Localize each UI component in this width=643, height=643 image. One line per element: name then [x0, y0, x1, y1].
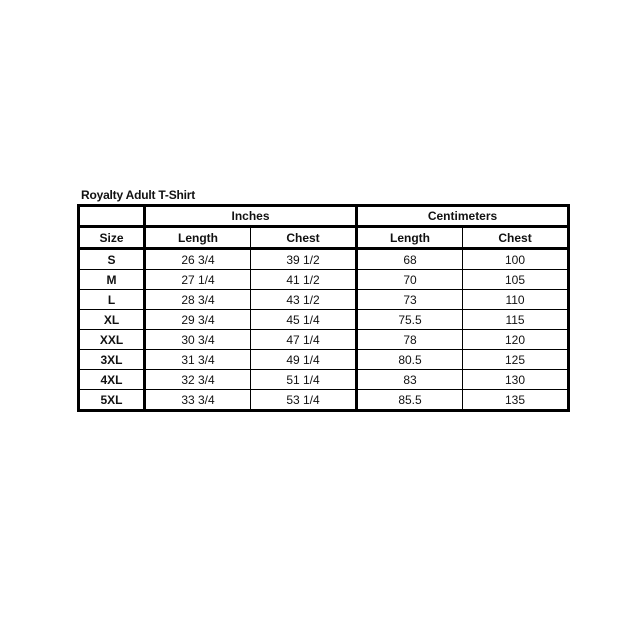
size-cell: XXL: [79, 330, 145, 350]
size-cell: 3XL: [79, 350, 145, 370]
column-header-row: [79, 227, 569, 249]
table-cell: 110: [463, 290, 569, 310]
table-cell: 51 1/4: [251, 370, 357, 390]
column-header-size: Size: [79, 227, 145, 249]
size-cell: XL: [79, 310, 145, 330]
table-cell: 120: [463, 330, 569, 350]
table-row: [79, 390, 569, 411]
table-cell: 28 3/4: [145, 290, 251, 310]
group-header-inches: Inches: [145, 206, 357, 227]
size-rows: [79, 249, 569, 411]
table-cell: 73: [357, 290, 463, 310]
size-chart-table: [77, 204, 570, 412]
table-cell: 33 3/4: [145, 390, 251, 411]
size-cell: 4XL: [79, 370, 145, 390]
table-cell: 100: [463, 249, 569, 270]
table-cell: 27 1/4: [145, 270, 251, 290]
table-row: [79, 310, 569, 330]
table-cell: 130: [463, 370, 569, 390]
table-cell: 135: [463, 390, 569, 411]
table-cell: 49 1/4: [251, 350, 357, 370]
empty-corner-cell: [79, 206, 145, 227]
group-header-row: [79, 206, 569, 227]
table-cell: 32 3/4: [145, 370, 251, 390]
table-cell: 125: [463, 350, 569, 370]
table-cell: 68: [357, 249, 463, 270]
table-cell: 39 1/2: [251, 249, 357, 270]
table-row: [79, 249, 569, 270]
table-row: [79, 290, 569, 310]
table-cell: 70: [357, 270, 463, 290]
table-cell: 29 3/4: [145, 310, 251, 330]
table-cell: 30 3/4: [145, 330, 251, 350]
table-cell: 80.5: [357, 350, 463, 370]
column-header-inches-length: Length: [145, 227, 251, 249]
group-header-centimeters: Centimeters: [357, 206, 569, 227]
size-cell: L: [79, 290, 145, 310]
table-cell: 85.5: [357, 390, 463, 411]
column-header-inches-chest: Chest: [251, 227, 357, 249]
table-row: [79, 270, 569, 290]
table-cell: 26 3/4: [145, 249, 251, 270]
table-cell: 31 3/4: [145, 350, 251, 370]
chart-title: Royalty Adult T-Shirt: [81, 188, 196, 202]
table-row: [79, 330, 569, 350]
column-header-cm-chest: Chest: [463, 227, 569, 249]
table-cell: 45 1/4: [251, 310, 357, 330]
table-row: [79, 370, 569, 390]
table-cell: 78: [357, 330, 463, 350]
table-cell: 83: [357, 370, 463, 390]
table-cell: 115: [463, 310, 569, 330]
table-cell: 43 1/2: [251, 290, 357, 310]
table-cell: 75.5: [357, 310, 463, 330]
size-cell: M: [79, 270, 145, 290]
table-cell: 105: [463, 270, 569, 290]
table-cell: 41 1/2: [251, 270, 357, 290]
table-cell: 47 1/4: [251, 330, 357, 350]
size-cell: 5XL: [79, 390, 145, 411]
column-header-cm-length: Length: [357, 227, 463, 249]
table-cell: 53 1/4: [251, 390, 357, 411]
table-row: [79, 350, 569, 370]
size-cell: S: [79, 249, 145, 270]
